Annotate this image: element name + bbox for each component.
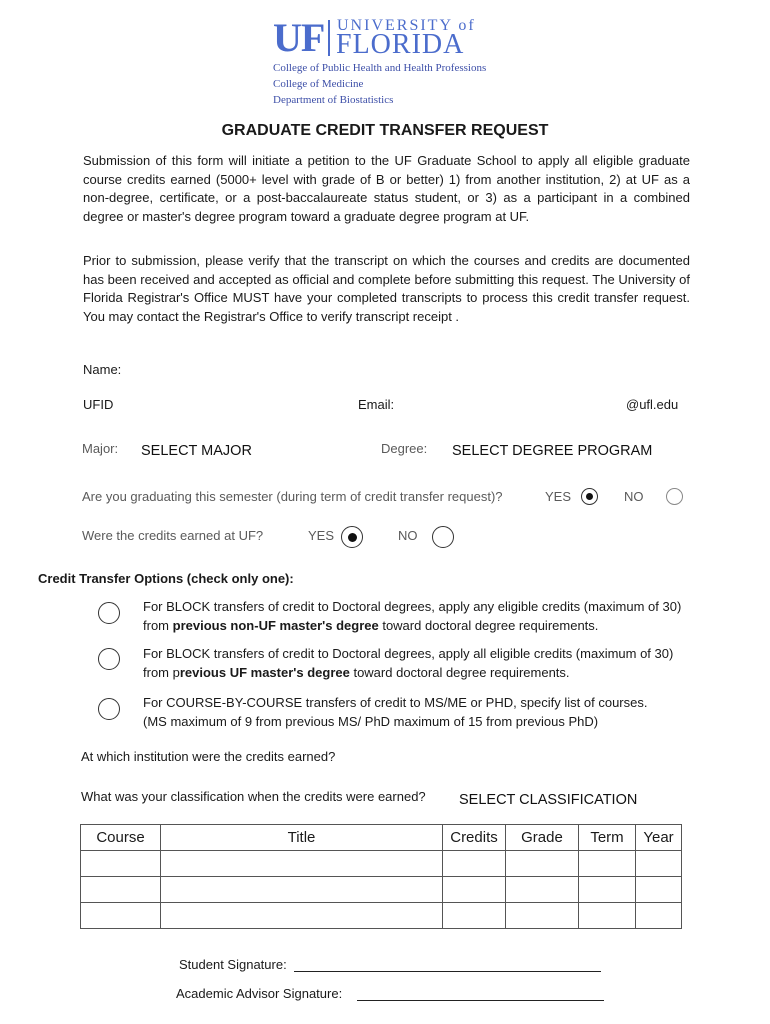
department-line: Department of Biostatistics <box>273 94 394 106</box>
cell-course[interactable] <box>81 851 161 877</box>
table-header-row <box>81 825 682 851</box>
cell-year[interactable] <box>636 877 682 903</box>
option-1-text-post: toward doctoral degree requirements. <box>378 618 599 633</box>
at-uf-yes-radio[interactable] <box>341 526 363 548</box>
student-signature-line[interactable] <box>294 971 601 972</box>
classification-select[interactable]: SELECT CLASSIFICATION <box>459 792 638 808</box>
at-uf-question: Were the credits earned at UF? <box>82 528 264 543</box>
option-2-text-post: toward doctoral degree requirements. <box>349 665 570 680</box>
option-2-text-bold: revious UF master's degree <box>179 665 350 680</box>
option-2-radio[interactable] <box>98 648 120 670</box>
graduating-yes-radio[interactable] <box>581 488 598 505</box>
ufid-label: UFID <box>83 397 114 412</box>
header-credits: Credits <box>443 825 506 851</box>
graduating-question: Are you graduating this semester (during term of credit transfer request)? <box>82 489 503 504</box>
email-label: Email: <box>358 397 395 412</box>
major-label: Major: <box>82 441 119 456</box>
at-uf-no-radio[interactable] <box>432 526 454 548</box>
advisor-signature-label: Academic Advisor Signature: <box>176 986 343 1001</box>
header-year: Year <box>636 825 682 851</box>
at-uf-no-label: NO <box>398 528 418 543</box>
option-1-text-pre: For BLOCK transfers of credit to Doctoral degrees, apply any eligible credits (maximum of 30) from <box>143 599 682 633</box>
cell-title[interactable] <box>161 851 443 877</box>
cell-year[interactable] <box>636 903 682 929</box>
cell-title[interactable] <box>161 903 443 929</box>
header-term: Term <box>579 825 636 851</box>
cell-credits[interactable] <box>443 877 506 903</box>
logo-university-text: UNIVERSITY of <box>337 17 476 34</box>
graduating-no-radio[interactable] <box>666 488 683 505</box>
option-3-radio[interactable] <box>98 698 120 720</box>
graduating-yes-label: YES <box>545 489 572 504</box>
classification-question: What was your classification when the credits were earned? <box>81 789 426 804</box>
option-1-radio[interactable] <box>98 602 120 624</box>
table-row <box>81 851 682 877</box>
option-1-text <box>143 597 683 635</box>
intro-paragraph: Submission of this form will initiate a petition to the UF Graduate School to apply all eligible graduate course credits earned (5000+ level with grade of B or better) 1) from another institution, 2) at UF as a non-degree, certificate, or a post-baccalaureate status student, or 3) as a participant in a combined degree or master's degree program toward a graduate degree program at UF. <box>83 153 690 224</box>
cell-grade[interactable] <box>506 903 579 929</box>
header-title: Title <box>161 825 443 851</box>
table-row <box>81 903 682 929</box>
cell-grade[interactable] <box>506 851 579 877</box>
options-heading: Credit Transfer Options (check only one): <box>38 571 294 586</box>
advisor-signature-line[interactable] <box>357 1000 604 1001</box>
cell-credits[interactable] <box>443 851 506 877</box>
email-suffix: @ufl.edu <box>626 397 679 412</box>
uf-logo-mark: UF <box>273 15 325 60</box>
verify-paragraph: Prior to submission, please verify that the transcript on which the courses and credits are documented has been received and accepted as official and complete before submitting this request. The University of Florida Registrar's Office MUST have your completed transcripts to process this credit transfer request. You may contact the Registrar's Office to verify transcript receipt . <box>83 253 690 324</box>
header-grade: Grade <box>506 825 579 851</box>
degree-label: Degree: <box>381 441 428 456</box>
header-course: Course <box>81 825 161 851</box>
option-3-text: For COURSE-BY-COURSE transfers of credit to MS/ME or PHD, specify list of courses. (MS maximum of 9 from previous MS/ PhD maximum of 15 from previous PhD) <box>143 695 648 729</box>
degree-select[interactable]: SELECT DEGREE PROGRAM <box>452 443 653 459</box>
cell-course[interactable] <box>81 903 161 929</box>
institution-question: At which institution were the credits earned? <box>81 749 336 764</box>
student-signature-label: Student Signature: <box>179 957 287 972</box>
form-title: GRADUATE CREDIT TRANSFER REQUEST <box>221 122 549 139</box>
option-2-text-pre: For BLOCK transfers of credit to Doctoral degrees, apply all eligible credits (maximum of 30) from p <box>143 646 674 680</box>
college-line-2: College of Medicine <box>273 78 364 90</box>
name-label: Name: <box>83 362 122 377</box>
cell-grade[interactable] <box>506 877 579 903</box>
at-uf-yes-label: YES <box>308 528 335 543</box>
cell-credits[interactable] <box>443 903 506 929</box>
cell-term[interactable] <box>579 903 636 929</box>
major-select[interactable]: SELECT MAJOR <box>141 443 252 459</box>
college-line-1: College of Public Health and Health Professions <box>273 62 487 74</box>
option-1-text-bold: previous non-UF master's degree <box>172 618 379 633</box>
cell-term[interactable] <box>579 877 636 903</box>
table-row <box>81 877 682 903</box>
logo-florida-text: FLORIDA <box>336 29 465 60</box>
logo-divider <box>328 20 330 56</box>
cell-year[interactable] <box>636 851 682 877</box>
course-table <box>80 824 682 929</box>
cell-title[interactable] <box>161 877 443 903</box>
option-2-text <box>143 644 688 682</box>
cell-term[interactable] <box>579 851 636 877</box>
cell-course[interactable] <box>81 877 161 903</box>
graduating-no-label: NO <box>624 489 644 504</box>
